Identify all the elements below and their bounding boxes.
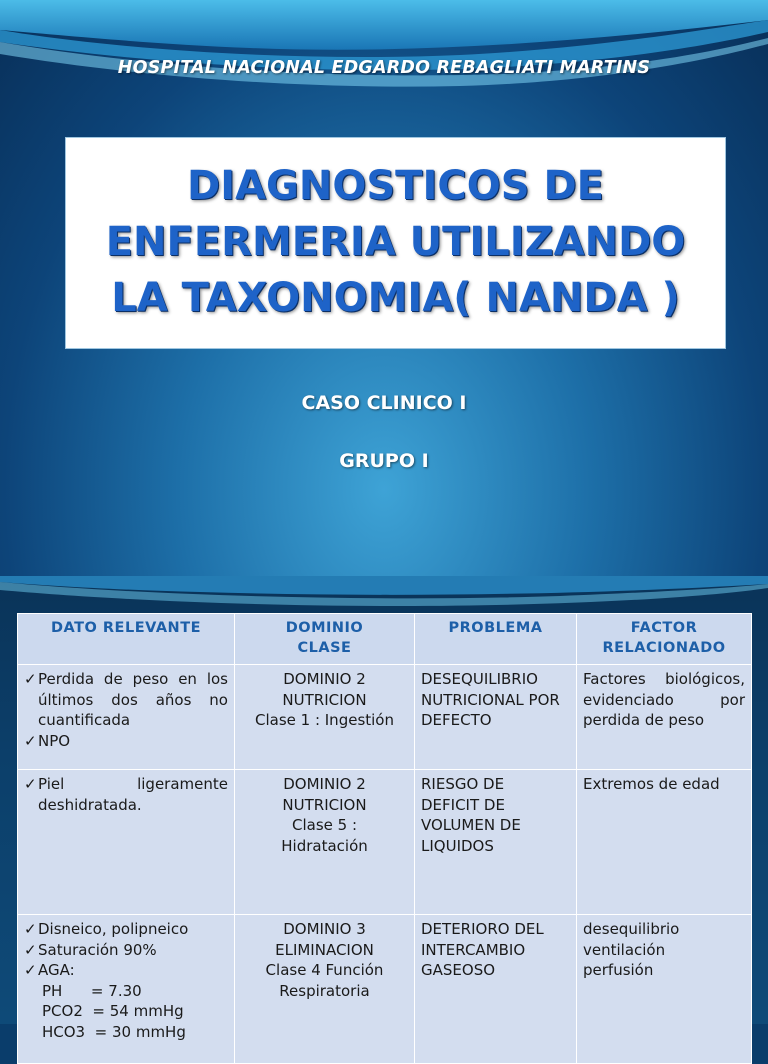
case-label: CASO CLINICO I bbox=[301, 392, 467, 414]
problema-cell: RIESGO DE DEFICIT DE VOLUMEN DE LIQUIDOS bbox=[415, 770, 577, 915]
nanda-table bbox=[17, 613, 752, 1064]
check-icon: ✓ bbox=[24, 940, 37, 959]
dato-cell bbox=[18, 665, 235, 770]
list-item: ✓ NPO bbox=[24, 731, 71, 750]
table-slide bbox=[0, 576, 768, 1041]
dominio-cell: DOMINIO 3 ELIMINACION Clase 4 Función Respiratoria bbox=[235, 915, 415, 1064]
column-header: PROBLEMA bbox=[415, 614, 577, 665]
check-icon: ✓ bbox=[24, 670, 37, 688]
table-header-row bbox=[18, 614, 752, 665]
title-line: LA TAXONOMIA( NANDA ) bbox=[111, 275, 680, 321]
aga-value: PH = 7.30 bbox=[42, 981, 142, 1000]
check-icon: ✓ bbox=[24, 731, 37, 750]
list-item: ✓ Perdida de peso en los últimos dos años no cuantificada bbox=[24, 670, 228, 729]
problema-cell: DESEQUILIBRIO NUTRICIONAL POR DEFECTO bbox=[415, 665, 577, 770]
check-icon: ✓ bbox=[24, 961, 37, 979]
title-box bbox=[66, 138, 725, 348]
table-row bbox=[18, 770, 752, 915]
table-row bbox=[18, 915, 752, 1064]
factor-cell: Factores biológicos, evidenciado por perdida de peso bbox=[577, 665, 752, 770]
dominio-cell: DOMINIO 2 NUTRICION Clase 5 : Hidratación bbox=[235, 770, 415, 915]
factor-cell: Extremos de edad bbox=[577, 770, 752, 915]
column-header: DATO RELEVANTE bbox=[18, 614, 235, 665]
slide-title bbox=[66, 138, 725, 326]
column-header: FACTOR RELACIONADO bbox=[577, 614, 752, 665]
dato-cell bbox=[18, 770, 235, 915]
title-line: ENFERMERIA UTILIZANDO bbox=[105, 219, 686, 265]
dominio-cell: DOMINIO 2 NUTRICION Clase 1 : Ingestión bbox=[235, 665, 415, 770]
problema-cell: DETERIORO DEL INTERCAMBIO GASEOSO bbox=[415, 915, 577, 1064]
check-icon: ✓ bbox=[24, 920, 37, 938]
list-item: ✓ Saturación 90% bbox=[24, 940, 157, 959]
list-item: ✓ Piel ligeramente deshidratada. bbox=[24, 775, 228, 814]
decorative-wave bbox=[0, 576, 768, 616]
check-icon: ✓ bbox=[24, 775, 37, 793]
list-item: ✓ Disneico, polipneico bbox=[24, 920, 189, 938]
title-line: DIAGNOSTICOS DE bbox=[187, 163, 604, 209]
list-item: ✓ AGA: bbox=[24, 961, 75, 979]
aga-value: PCO2 = 54 mmHg bbox=[42, 1002, 184, 1020]
aga-value: HCO3 = 30 mmHg bbox=[42, 1022, 186, 1041]
column-header: DOMINIO CLASE bbox=[235, 614, 415, 665]
group-label: GRUPO I bbox=[339, 450, 429, 472]
decorative-wave bbox=[0, 0, 768, 110]
hospital-name: HOSPITAL NACIONAL EDGARDO REBAGLIATI MARTINS bbox=[117, 58, 651, 78]
table-row bbox=[18, 665, 752, 770]
factor-cell: desequilibrio ventilación perfusión bbox=[577, 915, 752, 1064]
dato-cell bbox=[18, 915, 235, 1064]
